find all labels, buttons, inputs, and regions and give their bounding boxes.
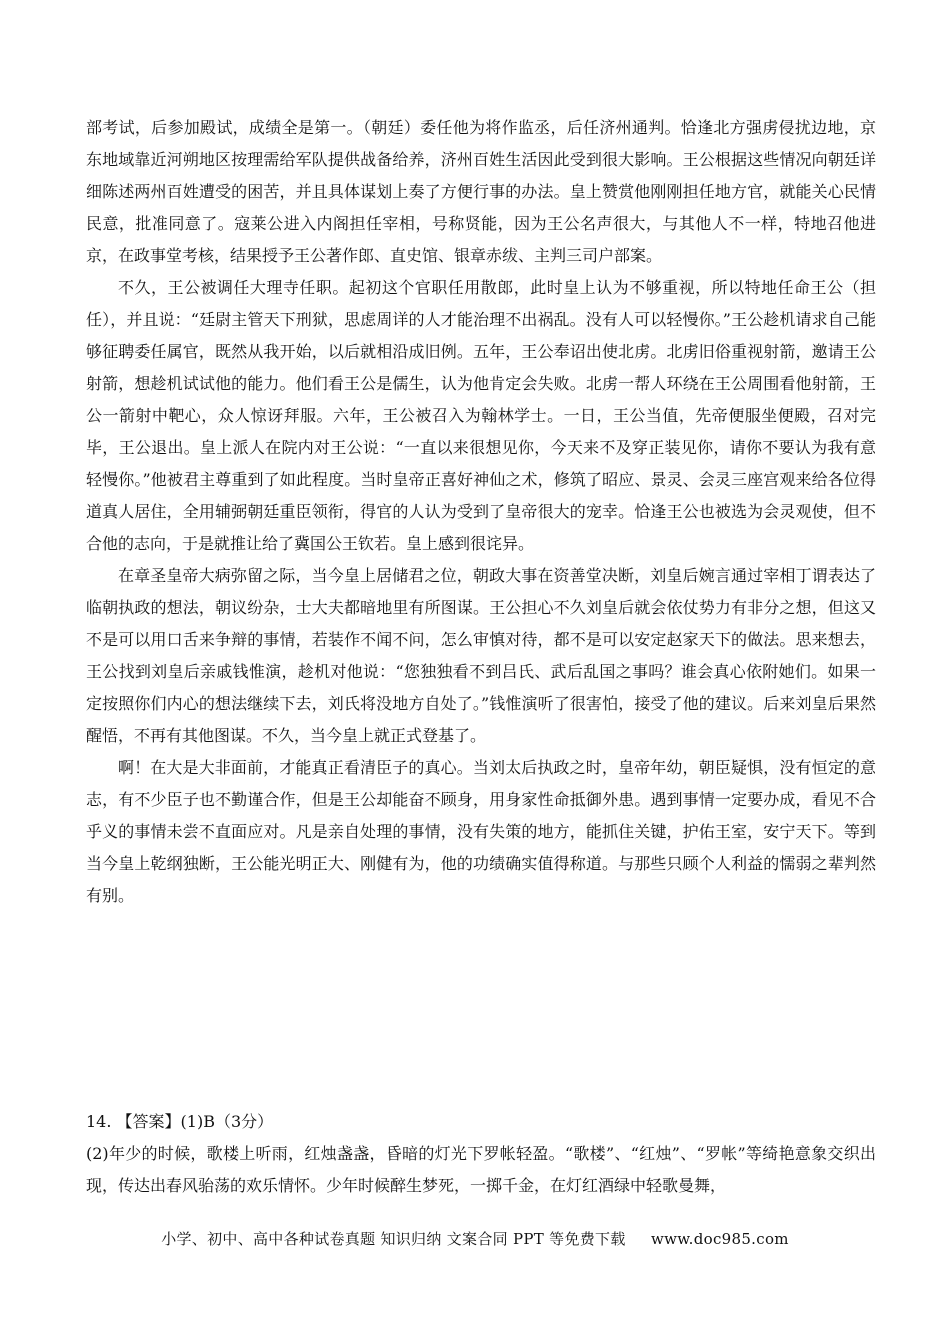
paragraph-4: 啊！在大是大非面前，才能真正看清臣子的真心。当刘太后执政之时，皇帝年幼，朝臣疑惧，没有恒定的意志，有不少臣子也不勤谨合作，但是王公却能奋不顾身，用身家性命抵御外患。遇到事情一定要办成，看见不合乎义的事情未尝不直面应对。凡是亲自处理的事情，没有失策的地方，能抓住关键，护佑王室，安宁天下。等到当今皇上乾纲独断，王公能光明正大、刚健有为，他的功绩确实值得称道。与那些只顾个人利益的懦弱之辈判然有别。	[86, 758, 876, 905]
answer-heading: 14. 【答案】(1)B（3分）	[86, 1112, 274, 1131]
answer-text: (2)年少的时候，歌楼上听雨，红烛盏盏，昏暗的灯光下罗帐轻盈。“歌楼”、“红烛”、“罗帐”等绮艳意象交织出现，传达出春风骀荡的欢乐情怀。少年时候醉生梦死，一掷千金，在灯红酒绿中轻歌曼舞，	[86, 1144, 876, 1195]
footer-link[interactable]: www.doc985.com	[651, 1230, 789, 1248]
footer-text: 小学、初中、高中各种试卷真题 知识归纳 文案合同 PPT 等免费下载	[161, 1230, 626, 1248]
page-footer	[0, 1228, 950, 1249]
paragraph-2: 不久，王公被调任大理寺任职。起初这个官职任用散郎，此时皇上认为不够重视，所以特地任命王公（担任），并且说：“廷尉主管天下刑狱，思虑周详的人才能治理不出祸乱。没有人可以轻慢你。”王公趁机请求自己能够征聘委任属官，既然从我开始，以后就相沿成旧例。五年，王公奉诏出使北虏。北虏旧俗重视射箭，邀请王公射箭，想趁机试试他的能力。他们看王公是儒生，认为他肯定会失败。北虏一帮人环绕在王公周围看他射箭，王公一箭射中靶心，众人惊讶拜服。六年，王公被召入为翰林学士。一日，王公当值，先帝便服坐便殿，召对完毕，王公退出。皇上派人在院内对王公说：“一直以来很想见你，今天来不及穿正装见你，请你不要认为我有意轻慢你。”他被君主尊重到了如此程度。当时皇帝正喜好神仙之术，修筑了昭应、景灵、会灵三座宫观来给各位得道真人居住，全用辅弼朝廷重臣领衔，得官的人认为受到了皇帝很大的宠幸。恰逢王公也被选为会灵观使，但不合他的志向，于是就推让给了冀国公王钦若。皇上感到很诧异。	[86, 278, 876, 553]
paragraph-3: 在章圣皇帝大病弥留之际，当今皇上居储君之位，朝政大事在资善堂决断，刘皇后婉言通过宰相丁谓表达了临朝执政的想法，朝议纷杂，士大夫都暗地里有所图谋。王公担心不久刘皇后就会依仗势力有非分之想，但这又不是可以用口舌来争辩的事情，若装作不闻不问，怎么审慎对待，都不是可以安定赵家天下的做法。思来想去，王公找到刘皇后亲戚钱惟演，趁机对他说：“您独独看不到吕氏、武后乱国之事吗？谁会真心依附她们。如果一定按照你们内心的想法继续下去，刘氏将没地方自处了。”钱惟演听了很害怕，接受了他的建议。后来刘皇后果然醒悟，不再有其他图谋。不久，当今皇上就正式登基了。	[86, 566, 876, 745]
answer-section	[86, 1106, 876, 1202]
paragraph-1: 部考试，后参加殿试，成绩全是第一。（朝廷）委任他为将作监丞，后任济州通判。恰逢北方强虏侵扰边地，京东地域靠近河朔地区按理需给军队提供战备给养，济州百姓生活因此受到很大影响。王公根据这些情况向朝廷详细陈述两州百姓遭受的困苦，并且具体谋划上奏了方便行事的办法。皇上赞赏他刚刚担任地方官，就能关心民情民意，批准同意了。寇莱公进入内阁担任宰相，号称贤能，因为王公名声很大，与其他人不一样，特地召他进京，在政事堂考核，结果授予王公著作郎、直史馆、银章赤绂、主判三司户部案。	[86, 118, 876, 265]
translation-body	[86, 112, 876, 912]
